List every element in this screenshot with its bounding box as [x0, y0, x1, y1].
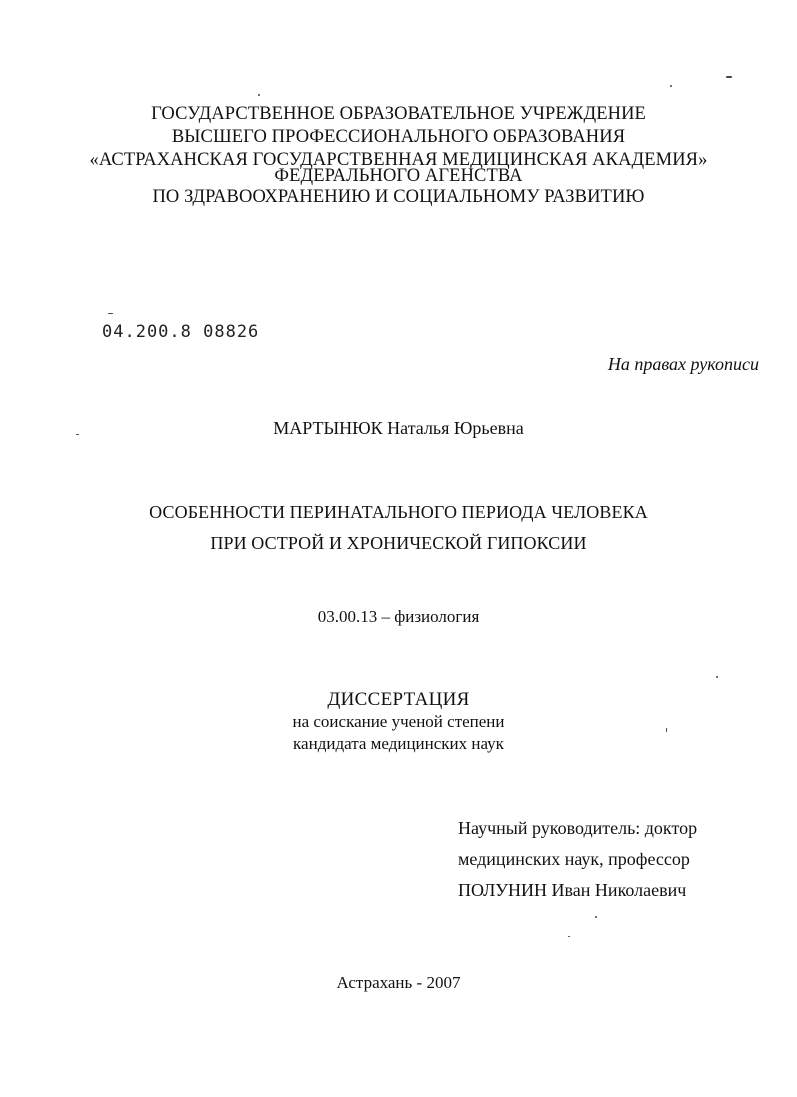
dissertation-heading: ДИССЕРТАЦИЯ — [327, 689, 470, 710]
scan-speck — [716, 676, 718, 678]
degree-line-1: на соискание ученой степени — [292, 712, 505, 731]
thesis-title-line-1: ОСОБЕННОСТИ ПЕРИНАТАЛЬНОГО ПЕРИОДА ЧЕЛОВЕКА — [149, 502, 648, 522]
institution-line-3: «АСТРАХАНСКАЯ ГОСУДАРСТВЕННАЯ МЕДИЦИНСКАЯ АКАДЕМИЯ» — [89, 150, 708, 170]
institution-line-2: ВЫСШЕГО ПРОФЕССИОНАЛЬНОГО ОБРАЗОВАНИЯ — [171, 127, 626, 147]
supervisor-line-2: медицинских наук, профессор — [458, 849, 690, 869]
degree-line-2: кандидата медицинских наук — [293, 734, 504, 753]
specialty-code: 03.00.13 – физиология — [317, 607, 480, 626]
scan-speck — [726, 76, 732, 78]
registration-number-stamp: 04.200.8 08826 — [102, 322, 260, 342]
scan-speck — [76, 434, 79, 435]
manuscript-rights-note: На правах рукописи — [607, 354, 759, 374]
supervisor-line-3: ПОЛУНИН Иван Николаевич — [458, 880, 687, 900]
institution-line-1: ГОСУДАРСТВЕННОЕ ОБРАЗОВАТЕЛЬНОЕ УЧРЕЖДЕНИЕ — [151, 104, 646, 124]
place-and-year: Астрахань - 2007 — [336, 973, 461, 992]
scan-speck — [666, 728, 667, 732]
scan-speck — [568, 936, 570, 937]
author-name: МАРТЫНЮК Наталья Юрьевна — [273, 418, 524, 438]
institution-line-5: ПО ЗДРАВООХРАНЕНИЮ И СОЦИАЛЬНОМУ РАЗВИТИЮ — [152, 187, 645, 207]
institution-line-4: ФЕДЕРАЛЬНОГО АГЕНСТВА — [274, 166, 523, 186]
thesis-title-line-2: ПРИ ОСТРОЙ И ХРОНИЧЕСКОЙ ГИПОКСИИ — [210, 533, 587, 553]
supervisor-line-1: Научный руководитель: доктор — [458, 818, 698, 838]
scan-speck — [108, 313, 113, 314]
scan-speck — [258, 94, 260, 96]
scan-speck — [595, 916, 597, 918]
scan-speck — [670, 85, 672, 87]
